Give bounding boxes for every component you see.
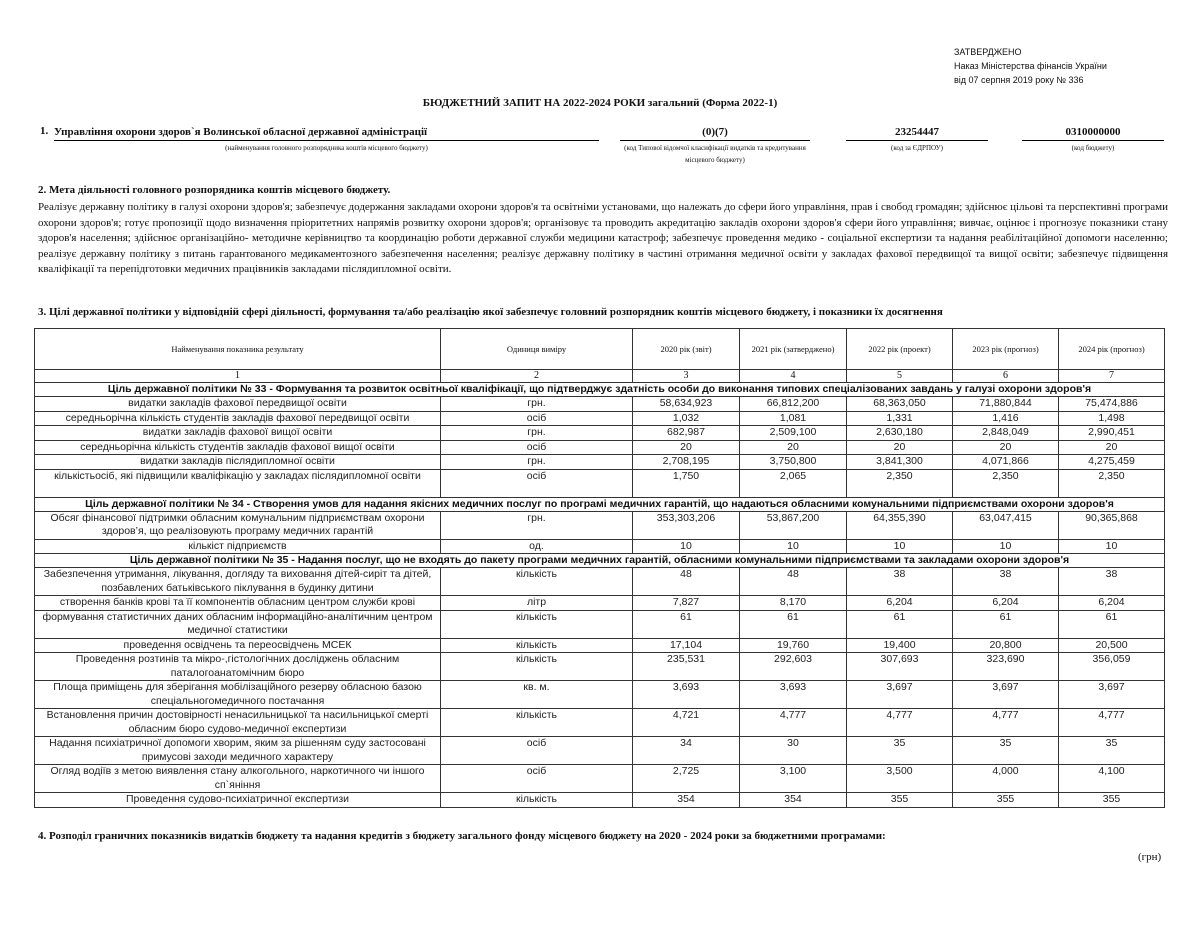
table-row [35,610,1165,638]
indicator-value: 68,363,050 [847,397,953,412]
indicator-value: 323,690 [953,653,1059,681]
column-number: 4 [740,370,847,383]
indicators-table [34,328,1165,808]
table-row [35,653,1165,681]
indicator-value: 20 [740,440,847,455]
org-name: Управління охорони здоров`я Волинської обласної державної адміністрації [54,125,599,141]
column-header: 2021 рік (затверджено) [740,329,847,370]
table-row [35,709,1165,737]
indicator-value: 1,331 [847,411,953,426]
column-number: 2 [441,370,633,383]
table-row [35,737,1165,765]
table-row [35,440,1165,455]
indicator-unit: кількість [441,793,633,808]
indicator-value: 71,880,844 [953,397,1059,412]
indicator-value: 38 [953,568,1059,596]
section2-heading: 2. Мета діяльності головного розпорядника коштів місцевого бюджету. [38,184,391,196]
indicator-value: 19,400 [847,638,953,653]
indicator-value: 4,000 [953,765,1059,793]
indicator-unit: осіб [441,411,633,426]
indicator-name: середньорічна кількість студентів закладів фахової передвищої освіти [35,411,441,426]
indicator-name: Встановлення причин достовірності ненасильницької та насильницької смерті обласним бюро судово-медичної експертизи [35,709,441,737]
indicator-value: 292,603 [740,653,847,681]
indicator-value: 4,777 [740,709,847,737]
indicator-value: 354 [740,793,847,808]
table-row [35,765,1165,793]
indicator-value: 1,498 [1059,411,1165,426]
indicator-unit: кількість [441,653,633,681]
approval-line: від 07 серпня 2019 року № 336 [954,75,1084,85]
column-number: 6 [953,370,1059,383]
indicator-value: 2,350 [1059,469,1165,497]
indicator-value: 3,697 [847,681,953,709]
indicator-name: кількіст підприємств [35,539,441,554]
indicator-unit: кв. м. [441,681,633,709]
goal-title: Ціль державної політики № 34 - Створення умов для надання якісних медичних послуг по програмі медичних гарантій, що надаються обласними комунальними підприємствами охорони здоров'я [35,497,1165,511]
indicator-value: 3,693 [740,681,847,709]
indicator-name: Забезпечення утримання, лікування, догляду та виховання дітей-сиріт та дітей, позбавлених батьківського піклування в будинку дитини [35,568,441,596]
indicator-value: 6,204 [1059,596,1165,611]
indicator-value: 355 [847,793,953,808]
column-number-row [35,370,1165,383]
approval-line: ЗАТВЕРДЖЕНО [954,47,1022,57]
column-header: 2023 рік (прогноз) [953,329,1059,370]
indicator-value: 20,500 [1059,638,1165,653]
class-code-field [620,125,810,166]
indicator-unit: осіб [441,737,633,765]
indicator-value: 4,071,866 [953,455,1059,470]
table-row [35,411,1165,426]
goal-title: Ціль державної політики № 35 - Надання послуг, що не входять до пакету програми медичних гарантій, обласними комунальними підприємствами та закладами охорони здоров'я [35,554,1165,568]
column-header: 2020 рік (звіт) [633,329,740,370]
indicator-name: середньорічна кількість студентів закладів фахової вищої освіти [35,440,441,455]
column-number: 1 [35,370,441,383]
table-row [35,568,1165,596]
indicator-value: 20 [953,440,1059,455]
table-body [35,383,1165,808]
indicator-value: 3,697 [1059,681,1165,709]
indicator-unit: грн. [441,511,633,539]
indicator-name: видатки закладів фахової вищої освіти [35,426,441,441]
indicator-value: 4,721 [633,709,740,737]
indicator-unit: од. [441,539,633,554]
indicator-value: 38 [847,568,953,596]
indicator-value: 2,990,451 [1059,426,1165,441]
indicator-unit: літр [441,596,633,611]
indicator-name: видатки закладів фахової передвищої освіти [35,397,441,412]
indicator-value: 10 [740,539,847,554]
indicator-value: 17,104 [633,638,740,653]
indicator-value: 3,100 [740,765,847,793]
indicator-value: 90,365,868 [1059,511,1165,539]
org-name-caption: (найменування головного розпорядника коштів місцевого бюджету) [225,144,428,152]
column-number: 7 [1059,370,1165,383]
table-row [35,596,1165,611]
indicator-value: 61 [633,610,740,638]
goal-row [35,383,1165,397]
indicator-value: 20,800 [953,638,1059,653]
table-row [35,638,1165,653]
indicator-value: 2,065 [740,469,847,497]
indicator-value: 8,170 [740,596,847,611]
indicator-value: 61 [740,610,847,638]
indicator-value: 4,777 [1059,709,1165,737]
indicator-value: 2,725 [633,765,740,793]
class-code-caption: (код Типової відомчої класифікації видатків та кредитування місцевого бюджету) [624,144,806,164]
table-row [35,681,1165,709]
indicator-value: 63,047,415 [953,511,1059,539]
indicator-name: створення банків крові та її компонентів обласним центром служби крові [35,596,441,611]
indicator-value: 2,848,049 [953,426,1059,441]
indicator-value: 10 [953,539,1059,554]
indicator-name: Площа приміщень для зберігання мобілізаційного резерву обласною базою спеціальногомедичного постачання [35,681,441,709]
indicator-name: проведення освідчень та переосвідчень МСЕК [35,638,441,653]
indicator-name: видатки закладів післядипломної освіти [35,455,441,470]
indicator-value: 10 [1059,539,1165,554]
section3-heading: 3. Цілі державної політики у відповідній сфері діяльності, формування та/або реалізацію якої забезпечує головний розпорядник коштів місцевого бюджету, і показники їх досягнення [38,306,943,318]
table-row [35,539,1165,554]
indicator-value: 19,760 [740,638,847,653]
indicator-value: 75,474,886 [1059,397,1165,412]
indicator-value: 34 [633,737,740,765]
indicator-value: 2,708,195 [633,455,740,470]
edrpou-field [846,125,988,154]
section4-heading: 4. Розподіл граничних показників видатків бюджету та надання кредитів з бюджету загального фонду місцевого бюджету на 2020 - 2024 роки за бюджетними програмами: [38,830,886,842]
indicator-value: 61 [847,610,953,638]
indicator-value: 3,697 [953,681,1059,709]
indicator-value: 20 [847,440,953,455]
indicator-value: 35 [1059,737,1165,765]
org-name-field [54,125,599,154]
class-code: (0)(7) [620,125,810,141]
indicator-value: 354 [633,793,740,808]
column-header: Найменування показника результату [35,329,441,370]
approval-stamp [954,45,1107,87]
column-number: 3 [633,370,740,383]
indicator-value: 3,693 [633,681,740,709]
indicator-value: 20 [633,440,740,455]
budget-code-caption: (код бюджету) [1071,144,1115,152]
indicator-value: 48 [633,568,740,596]
indicator-value: 1,032 [633,411,740,426]
indicator-value: 1,750 [633,469,740,497]
indicator-name: Обсяг фінансової підтримки обласним комунальним підприємствам охорони здоров’я, що реалізовують програму медичних гарантій [35,511,441,539]
indicator-value: 1,081 [740,411,847,426]
table-row [35,397,1165,412]
indicator-name: формування статистичних даних обласним інформаційно-аналітичним центром медичної статистики [35,610,441,638]
indicator-unit: осіб [441,440,633,455]
indicator-unit: кількість [441,610,633,638]
indicator-value: 61 [1059,610,1165,638]
indicator-unit: осіб [441,765,633,793]
indicator-unit: кількість [441,709,633,737]
indicator-unit: осіб [441,469,633,497]
goal-row [35,554,1165,568]
indicator-name: Проведення судово-психіатричної експертизи [35,793,441,808]
indicator-value: 356,059 [1059,653,1165,681]
indicator-value: 6,204 [847,596,953,611]
indicator-value: 355 [953,793,1059,808]
column-header: 2022 рік (проект) [847,329,953,370]
table-row [35,469,1165,497]
table-header-row [35,329,1165,370]
indicator-value: 2,350 [847,469,953,497]
indicator-value: 66,812,200 [740,397,847,412]
edrpou-caption: (код за ЄДРПОУ) [891,144,943,152]
approval-line: Наказ Міністерства фінансів України [954,61,1107,71]
indicator-value: 30 [740,737,847,765]
edrpou-code: 23254447 [846,125,988,141]
indicator-value: 353,303,206 [633,511,740,539]
indicator-value: 64,355,390 [847,511,953,539]
column-header: 2024 рік (прогноз) [1059,329,1165,370]
indicator-value: 2,509,100 [740,426,847,441]
indicator-value: 682,987 [633,426,740,441]
document-title: БЮДЖЕТНИЙ ЗАПИТ НА 2022-2024 РОКИ загальний (Форма 2022-1) [422,97,778,109]
indicator-value: 35 [847,737,953,765]
indicator-unit: кількість [441,638,633,653]
column-header: Одиниця виміру [441,329,633,370]
indicator-unit: грн. [441,426,633,441]
indicator-value: 3,841,300 [847,455,953,470]
indicator-value: 4,777 [953,709,1059,737]
indicator-value: 38 [1059,568,1165,596]
section2-text: Реалізує державну політику в галузі охорони здоров'я; забезпечує додержання закладами охорони здоров'я та освітніми установами, що належать до сфери його управління, прав і свобод громадян; здійснює цільові та перспективні програми охорони здоров'я; готує пропозиції щодо визначення пріоритетних напрямів розвитку охорони здоров'я; організовує та проводить акредитацію закладів охорони здоров'я сфери його управління; вивчає, оцінює і прогнозує показники стану здоров'я населення; здійснює організаційно- методичне керівництво та координацію роботи державної служби медицини катастроф; забезпечує проведення медико - соціальної експертизи та надання реабілітаційної допомоги населенню; реалізує державну політику з питань гарантованого медикаментозного забезпечення населення; реалізує державну політику в частині отримання медичної освіти у закладах фахової передвищої та вищої освіти; забезпечує підвищення кваліфікації та перепідготовки медичних працівників закладами післядипломної освіти. [38,201,1169,276]
indicator-value: 2,350 [953,469,1059,497]
indicator-value: 10 [847,539,953,554]
currency-unit: (грн) [1138,851,1162,863]
column-number: 5 [847,370,953,383]
indicator-value: 61 [953,610,1059,638]
indicator-value: 53,867,200 [740,511,847,539]
indicator-value: 58,634,923 [633,397,740,412]
indicator-value: 10 [633,539,740,554]
section1-number: 1. [40,125,49,137]
indicator-value: 4,275,459 [1059,455,1165,470]
table-row [35,511,1165,539]
indicator-value: 307,693 [847,653,953,681]
indicator-value: 4,777 [847,709,953,737]
table-row [35,793,1165,808]
indicator-name: Проведення розтинів та мікро-,гістологічних досліджень обласним паталогоанатомічним бюро [35,653,441,681]
indicator-unit: грн. [441,455,633,470]
indicator-value: 4,100 [1059,765,1165,793]
budget-code-field [1022,125,1164,154]
indicator-value: 20 [1059,440,1165,455]
goal-title: Ціль державної політики № 33 - Формування та розвиток освітньої кваліфікації, що підтверджує здатність особи до виконання типових спеціалізованих завдань у галузі охорони здоров'я [35,383,1165,397]
indicator-value: 7,827 [633,596,740,611]
indicator-value: 1,416 [953,411,1059,426]
indicator-value: 3,500 [847,765,953,793]
indicator-value: 6,204 [953,596,1059,611]
indicator-name: Надання психіатричної допомоги хворим, яким за рішенням суду застосовані примусові заходи медичного характеру [35,737,441,765]
indicator-unit: кількість [441,568,633,596]
indicator-name: Огляд водіїв з метою виявлення стану алкогольного, наркотичного чи іншого сп`яніння [35,765,441,793]
indicator-value: 48 [740,568,847,596]
indicator-value: 3,750,800 [740,455,847,470]
indicator-value: 35 [953,737,1059,765]
goal-row [35,497,1165,511]
budget-code: 0310000000 [1022,125,1164,141]
indicator-unit: грн. [441,397,633,412]
indicator-value: 235,531 [633,653,740,681]
indicator-value: 2,630,180 [847,426,953,441]
indicator-name: кількістьосіб, які підвищили кваліфікацію у закладах післядипломної освіти [35,469,441,497]
table-row [35,426,1165,441]
indicator-value: 355 [1059,793,1165,808]
table-row [35,455,1165,470]
